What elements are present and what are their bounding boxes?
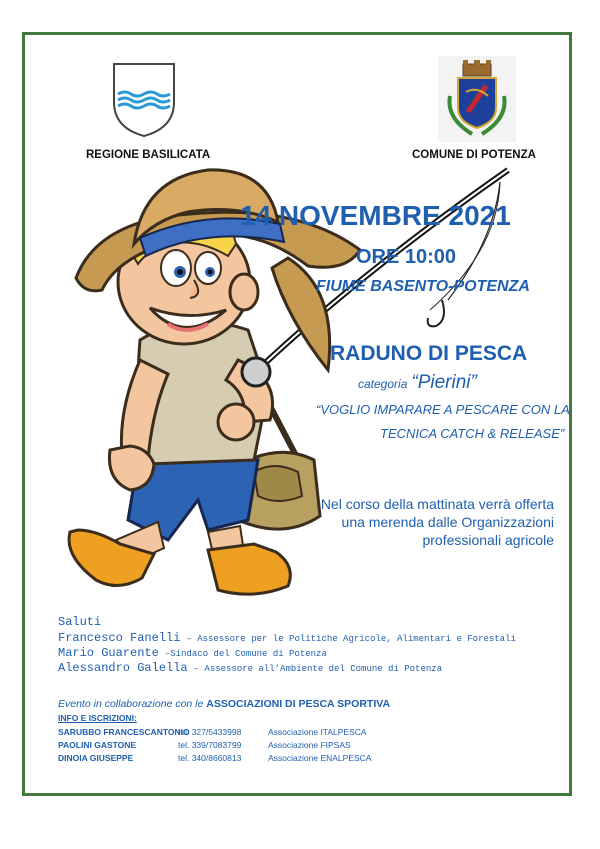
snack-note: Nel corso della mattinata verrà offerta una merenda dalle Organizzazioni professionali agricole bbox=[320, 496, 554, 548]
contact-phone: tel. 340/8660813 bbox=[178, 753, 242, 763]
person-role: – Assessore all’Ambiente del Comune di Potenza bbox=[193, 664, 443, 674]
contact-phone: tel. 327/5433998 bbox=[178, 727, 242, 737]
person-role: – Assessore per le Politiche Agricole, Alimentari e Forestali bbox=[186, 634, 516, 644]
contact-name: DINOIA GIUSEPPE bbox=[58, 753, 134, 763]
event-category bbox=[358, 372, 477, 394]
person-role: –Sindaco del Comune di Potenza bbox=[164, 649, 327, 659]
motto-line-1: “VOGLIO IMPARARE A PESCARE CON LA bbox=[316, 402, 570, 417]
comune-potenza-coat-of-arms bbox=[438, 56, 516, 142]
category-label: categoria bbox=[358, 377, 408, 391]
event-place: FIUME BASENTO-POTENZA bbox=[316, 278, 530, 295]
saluti-heading: Saluti bbox=[58, 615, 102, 629]
collaboration-org: ASSOCIAZIONI DI PESCA SPORTIVA bbox=[206, 698, 391, 710]
collaboration-line bbox=[58, 698, 390, 710]
event-title: RADUNO DI PESCA bbox=[330, 342, 528, 365]
contact-association: Associazione FIPSAS bbox=[268, 740, 351, 750]
contact-name: PAOLINI GASTONE bbox=[58, 740, 137, 750]
contact-association: Associazione ENALPESCA bbox=[268, 753, 372, 763]
motto-line-2: TECNICA CATCH & RELEASE” bbox=[380, 426, 565, 441]
contact-phone: tel. 339/7083799 bbox=[178, 740, 242, 750]
event-date: 14 NOVEMBRE 2021 bbox=[240, 200, 511, 231]
comune-label: COMUNE DI POTENZA bbox=[412, 149, 536, 161]
collaboration-prefix: Evento in collaborazione con le bbox=[58, 698, 204, 710]
regione-basilicata-coat-of-arms bbox=[112, 62, 176, 138]
contact-association: Associazione ITALPESCA bbox=[268, 727, 367, 737]
category-value: “Pierini” bbox=[411, 372, 477, 393]
event-time: ORE 10:00 bbox=[356, 246, 457, 268]
person-name: Alessandro Galella bbox=[58, 661, 188, 675]
regione-label: REGIONE BASILICATA bbox=[86, 149, 211, 161]
saluti-person bbox=[58, 661, 442, 675]
contact-name: SARUBBO FRANCESCANTONIO bbox=[58, 727, 190, 737]
person-name: Francesco Fanelli bbox=[58, 631, 181, 645]
saluti-person bbox=[58, 631, 516, 645]
info-heading: INFO E ISCRIZIONI: bbox=[58, 713, 137, 723]
person-name: Mario Guarente bbox=[58, 646, 159, 660]
saluti-person bbox=[58, 646, 327, 660]
